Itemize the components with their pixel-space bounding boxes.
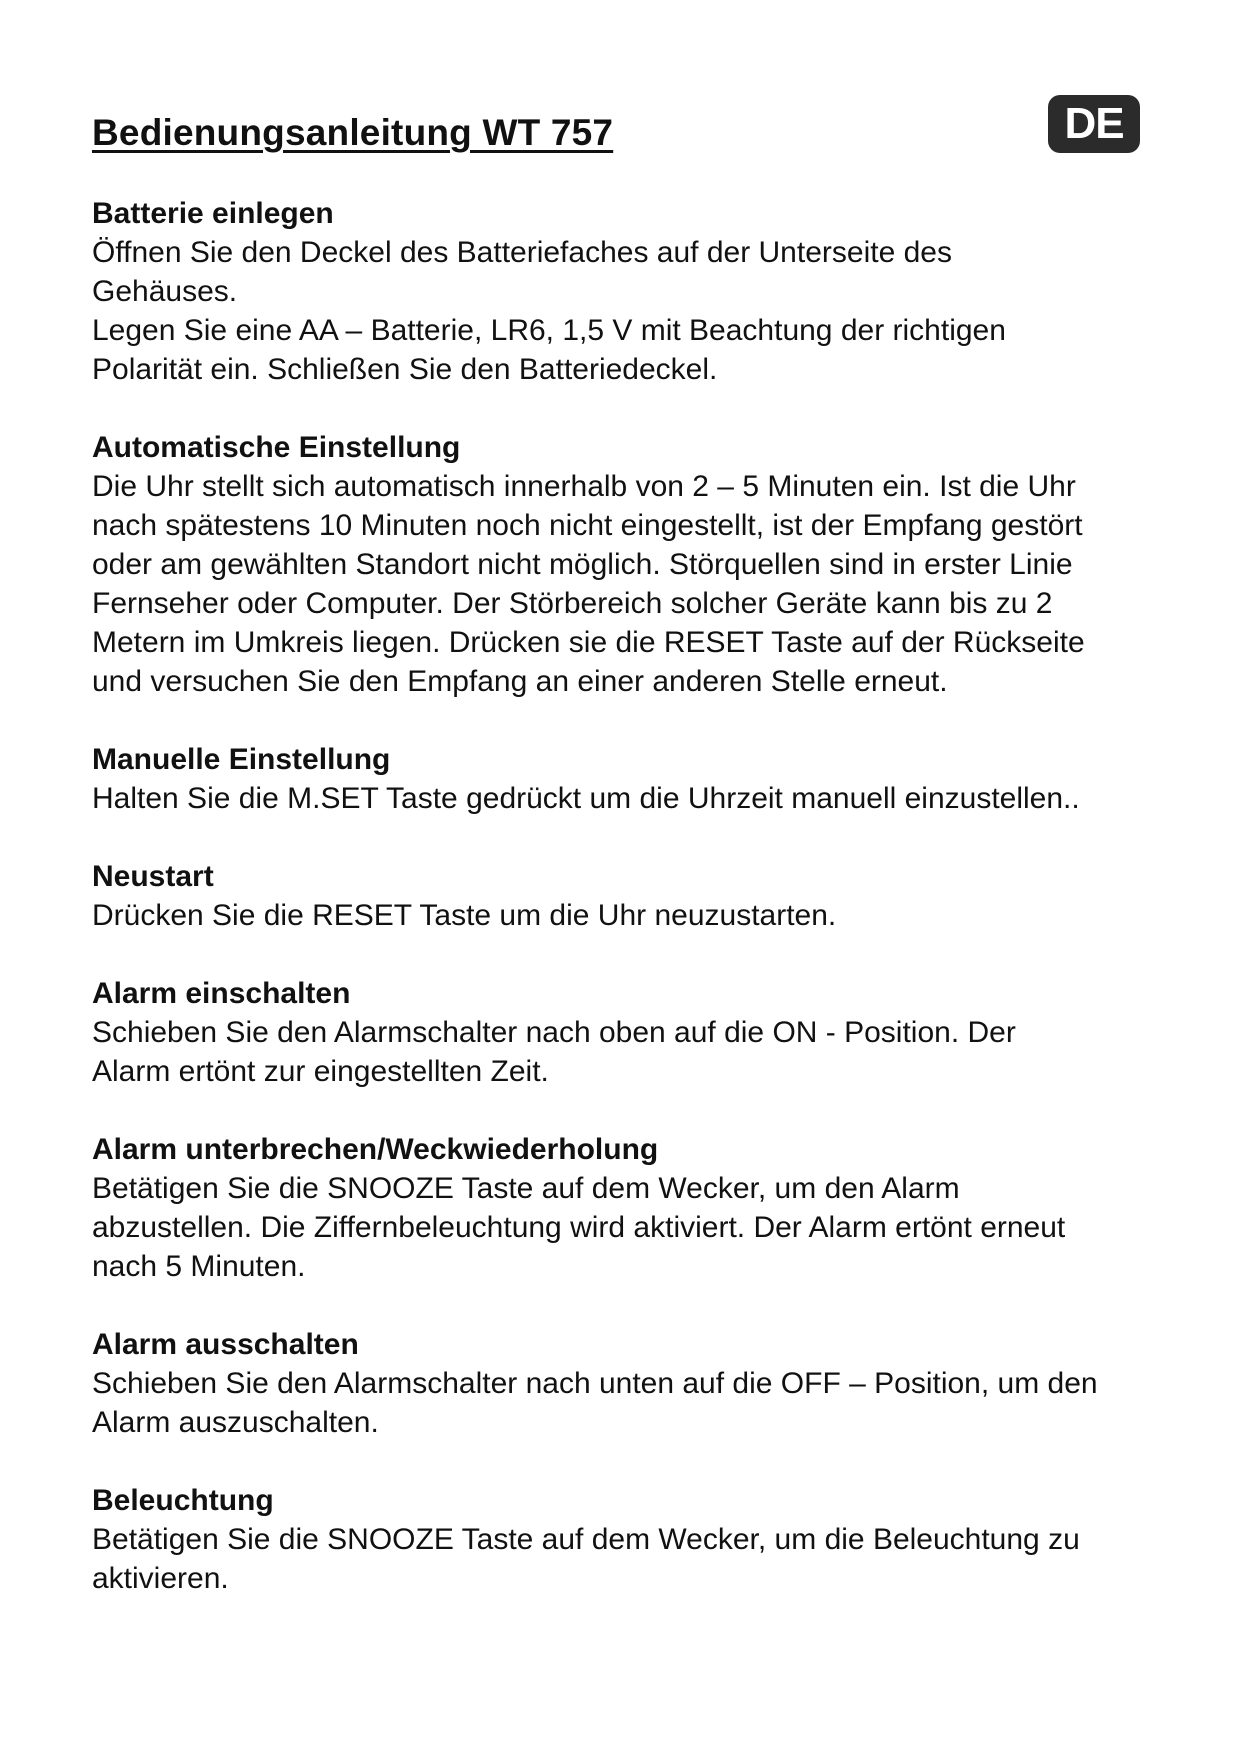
section-heading: Manuelle Einstellung [92,743,391,776]
text-line: oder am gewählten Standort nicht möglich. Störquellen sind in erster Linie [92,548,1073,581]
text-line: Alarm auszuschalten. [92,1406,379,1439]
text-line: Die Uhr stellt sich automatisch innerhalb von 2 – 5 Minuten ein. Ist die Uhr [92,470,1076,503]
text-line: Schieben Sie den Alarmschalter nach oben auf die ON - Position. Der [92,1016,1016,1049]
text-line: Fernseher oder Computer. Der Störbereich solcher Geräte kann bis zu 2 [92,587,1053,620]
text-line: Drücken Sie die RESET Taste um die Uhr neuzustarten. [92,899,837,932]
section-neustart [92,857,1172,935]
text-line: Polarität ein. Schließen Sie den Batteriedeckel. [92,353,718,386]
section-heading: Automatische Einstellung [92,431,461,464]
section-heading: Alarm einschalten [92,977,351,1010]
manual-content [92,194,1172,1637]
section-alarm-einschalten [92,974,1172,1091]
text-line: Metern im Umkreis liegen. Drücken sie die RESET Taste auf der Rückseite [92,626,1085,659]
section-heading: Beleuchtung [92,1484,274,1517]
section-batterie-einlegen [92,194,1172,389]
page-title: Bedienungsanleitung WT 757 [92,112,614,153]
section-heading: Alarm unterbrechen/Weckwiederholung [92,1133,659,1166]
text-line: nach spätestens 10 Minuten noch nicht eingestellt, ist der Empfang gestört [92,509,1083,542]
section-alarm-unterbrechen [92,1130,1172,1286]
text-line: Gehäuses. [92,275,238,308]
text-line: Öffnen Sie den Deckel des Batteriefaches auf der Unterseite des [92,236,952,269]
section-beleuchtung [92,1481,1172,1598]
section-heading: Neustart [92,860,214,893]
text-line: Legen Sie eine AA – Batterie, LR6, 1,5 V mit Beachtung der richtigen [92,314,1006,347]
text-line: Schieben Sie den Alarmschalter nach unten auf die OFF – Position, um den [92,1367,1098,1400]
section-manuelle-einstellung [92,740,1172,818]
language-badge: DE [1048,95,1140,153]
text-line: Alarm ertönt zur eingestellten Zeit. [92,1055,549,1088]
section-automatische-einstellung [92,428,1172,701]
text-line: Betätigen Sie die SNOOZE Taste auf dem Wecker, um den Alarm [92,1172,960,1205]
text-line: und versuchen Sie den Empfang an einer anderen Stelle erneut. [92,665,948,698]
section-heading: Alarm ausschalten [92,1328,359,1361]
section-alarm-ausschalten [92,1325,1172,1442]
text-line: abzustellen. Die Ziffernbeleuchtung wird aktiviert. Der Alarm ertönt erneut [92,1211,1066,1244]
text-line: aktivieren. [92,1562,229,1595]
text-line: nach 5 Minuten. [92,1250,306,1283]
text-line: Halten Sie die M.SET Taste gedrückt um die Uhrzeit manuell einzustellen.. [92,782,1080,815]
text-line: Betätigen Sie die SNOOZE Taste auf dem Wecker, um die Beleuchtung zu [92,1523,1080,1556]
section-heading: Batterie einlegen [92,197,334,230]
